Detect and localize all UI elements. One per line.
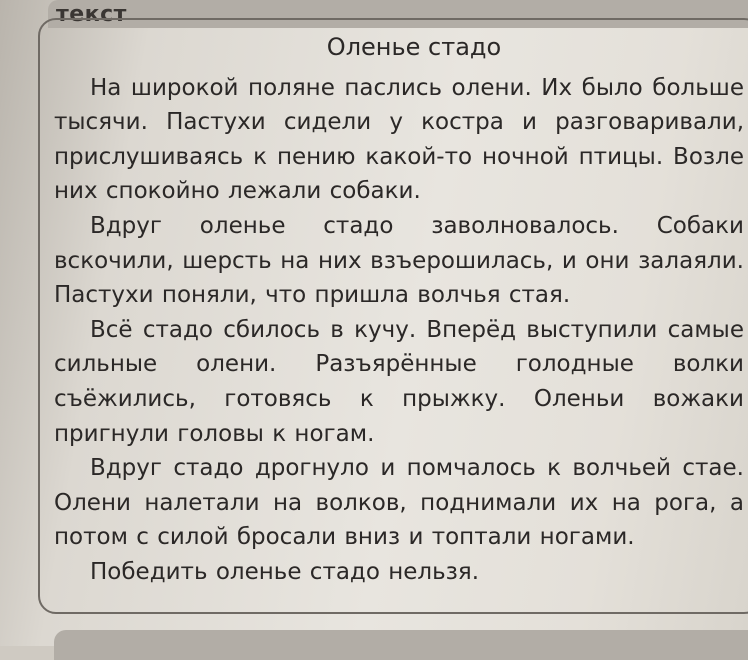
paragraph-4: Вдруг стадо дрогнуло и помчалось к волчьей стае. Олени налетали на волков, поднимали их на рога, а потом с силой бросали вниз и топтали ногами. <box>54 455 744 551</box>
paragraph-3: Всё стадо сбилось в кучу. Вперёд выступили самые сильные олени. Разъярённые голодные волки съёжились, готовясь к прыжку. Оленьи вожаки пригнули головы к ногам. <box>54 316 744 447</box>
paragraph-1: На широкой поляне паслись олени. Их было больше тысячи. Пастухи сидели у костра и разговаривали, прислушиваясь к пению какой-то ночной птицы. Возле них спокойно лежали собаки. <box>54 74 744 205</box>
paragraph-5: Победить оленье стадо нельзя. <box>90 558 480 585</box>
next-section-bar <box>54 630 748 660</box>
paragraph-2: Вдруг оленье стадо заволновалось. Собаки вскочили, шерсть на них взъерошилась, и они залаяли. Пастухи поняли, что пришла волчья стая. <box>54 212 744 309</box>
text-content <box>54 30 744 590</box>
section-label: текст <box>56 2 127 27</box>
story-title: Оленье стадо <box>326 33 502 61</box>
